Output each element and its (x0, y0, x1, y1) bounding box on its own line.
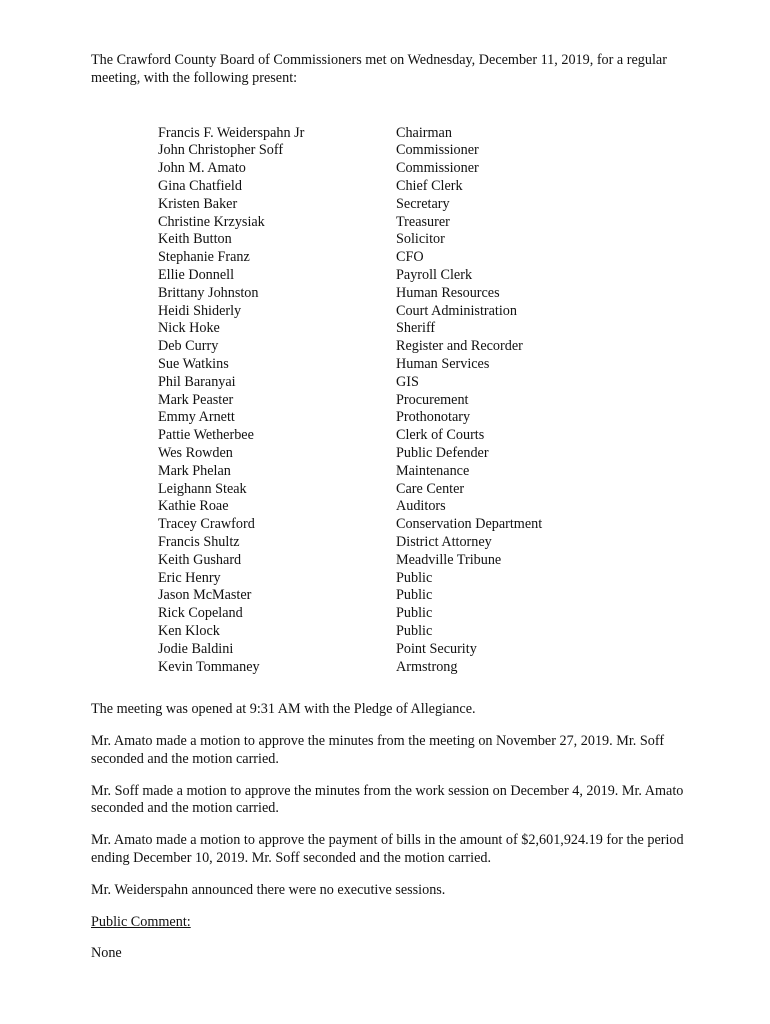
attendee-row (158, 303, 691, 321)
attendee-role: Prothonotary (396, 409, 471, 426)
document-page (91, 52, 691, 963)
attendee-row (158, 516, 691, 534)
attendee-role: Human Services (396, 355, 490, 372)
attendee-name: Gina Chatfield (158, 177, 242, 194)
attendee-role: CFO (396, 249, 424, 266)
attendee-row (158, 142, 691, 160)
attendee-name: Sue Watkins (158, 355, 229, 372)
attendee-name: Leighann Steak (158, 480, 247, 497)
attendee-name: Tracey Crawford (158, 516, 255, 533)
meeting-opened-paragraph: The meeting was opened at 9:31 AM with the Pledge of Allegiance. (91, 701, 476, 718)
attendee-row (158, 338, 691, 356)
attendee-row (158, 231, 691, 249)
attendee-role: Clerk of Courts (396, 427, 485, 444)
attendee-role: Sheriff (396, 320, 436, 337)
attendee-name: Rick Copeland (158, 605, 243, 622)
attendee-row (158, 409, 691, 427)
attendee-row (158, 374, 691, 392)
attendee-row (158, 570, 691, 588)
attendee-row (158, 481, 691, 499)
attendee-row (158, 427, 691, 445)
attendee-role: Auditors (396, 498, 446, 515)
attendee-name: John M. Amato (158, 160, 246, 177)
attendee-name: Brittany Johnston (158, 284, 259, 301)
attendee-row (158, 534, 691, 552)
public-comment-body: None (91, 945, 122, 962)
attendee-role: Chief Clerk (396, 177, 463, 194)
minutes-work-session-motion: Mr. Soff made a motion to approve the minutes from the work session on December 4, 2019. Mr. Amato seconded and the motion carried. (91, 782, 684, 817)
attendee-role: Payroll Clerk (396, 266, 473, 283)
attendee-name: Ellie Donnell (158, 266, 235, 283)
attendee-row (158, 214, 691, 232)
bills-payment-motion: Mr. Amato made a motion to approve the payment of bills in the amount of $2,601,924.19 for the period ending December 10, 2019. Mr. Soff seconded and the motion carried. (91, 832, 684, 867)
attendee-name: Stephanie Franz (158, 249, 250, 266)
attendee-role: Public Defender (396, 444, 489, 461)
attendee-name: Kristen Baker (158, 195, 238, 212)
attendee-row (158, 659, 691, 677)
attendee-role: Point Security (396, 640, 477, 657)
attendee-role: Human Resources (396, 284, 500, 301)
attendee-name: Emmy Arnett (158, 409, 235, 426)
attendee-role: Treasurer (396, 213, 450, 230)
attendee-name: Nick Hoke (158, 320, 220, 337)
attendee-name: Kevin Tommaney (158, 658, 260, 675)
attendee-row (158, 498, 691, 516)
attendee-name: Keith Gushard (158, 551, 242, 568)
attendee-name: Deb Curry (158, 338, 219, 355)
attendee-role: Commissioner (396, 160, 479, 177)
attendee-role: Maintenance (396, 462, 470, 479)
attendee-role: Register and Recorder (396, 338, 523, 355)
attendee-name: Jodie Baldini (158, 640, 234, 657)
attendance-list (158, 125, 691, 677)
attendee-role: Public (396, 622, 433, 639)
attendee-role: Meadville Tribune (396, 551, 502, 568)
attendee-name: Francis Shultz (158, 533, 240, 550)
attendee-name: John Christopher Soff (158, 142, 284, 159)
attendee-name: Phil Baranyai (158, 373, 236, 390)
attendee-row (158, 285, 691, 303)
attendee-name: Heidi Shiderly (158, 302, 242, 319)
attendee-name: Keith Button (158, 231, 232, 248)
attendee-row (158, 623, 691, 641)
attendee-name: Kathie Roae (158, 498, 229, 515)
attendee-name: Wes Rowden (158, 444, 233, 461)
attendee-row (158, 160, 691, 178)
attendee-role: Solicitor (396, 231, 445, 248)
attendee-name: Mark Phelan (158, 462, 231, 479)
attendee-name: Ken Klock (158, 622, 220, 639)
attendee-row (158, 178, 691, 196)
attendee-row (158, 587, 691, 605)
attendee-role: Public (396, 569, 433, 586)
attendee-role: District Attorney (396, 533, 492, 550)
attendee-role: Care Center (396, 480, 465, 497)
attendee-role: Public (396, 605, 433, 622)
attendee-role: Court Administration (396, 302, 517, 319)
attendee-row (158, 605, 691, 623)
attendee-role: Commissioner (396, 142, 479, 159)
attendee-row (158, 320, 691, 338)
minutes-meeting-motion: Mr. Amato made a motion to approve the minutes from the meeting on November 27, 2019. Mr. Soff seconded and the motion carried. (91, 733, 665, 767)
attendee-name: Mark Peaster (158, 391, 234, 408)
attendee-role: Chairman (396, 124, 452, 141)
attendee-role: Armstrong (396, 658, 458, 675)
attendee-role: Procurement (396, 391, 469, 408)
intro-paragraph: The Crawford County Board of Commissioners met on Wednesday, December 11, 2019, for a regular meeting, with the following present: (91, 52, 667, 86)
attendee-name: Pattie Wetherbee (158, 427, 254, 444)
attendee-row (158, 552, 691, 570)
attendee-role: Public (396, 587, 433, 604)
attendee-role: Conservation Department (396, 516, 543, 533)
attendee-row (158, 445, 691, 463)
attendee-row (158, 196, 691, 214)
attendee-name: Christine Krzysiak (158, 213, 265, 230)
attendee-row (158, 392, 691, 410)
attendee-row (158, 356, 691, 374)
public-comment-heading: Public Comment: (91, 913, 191, 930)
attendee-role: Secretary (396, 195, 450, 212)
attendee-name: Francis F. Weiderspahn Jr (158, 124, 305, 141)
attendee-row (158, 249, 691, 267)
attendee-role: GIS (396, 373, 419, 390)
attendee-name: Jason McMaster (158, 587, 252, 604)
attendee-name: Eric Henry (158, 569, 221, 586)
attendee-row (158, 641, 691, 659)
attendee-row (158, 463, 691, 481)
attendee-row (158, 267, 691, 285)
executive-sessions-paragraph: Mr. Weiderspahn announced there were no executive sessions. (91, 881, 446, 898)
attendee-row (158, 125, 691, 143)
